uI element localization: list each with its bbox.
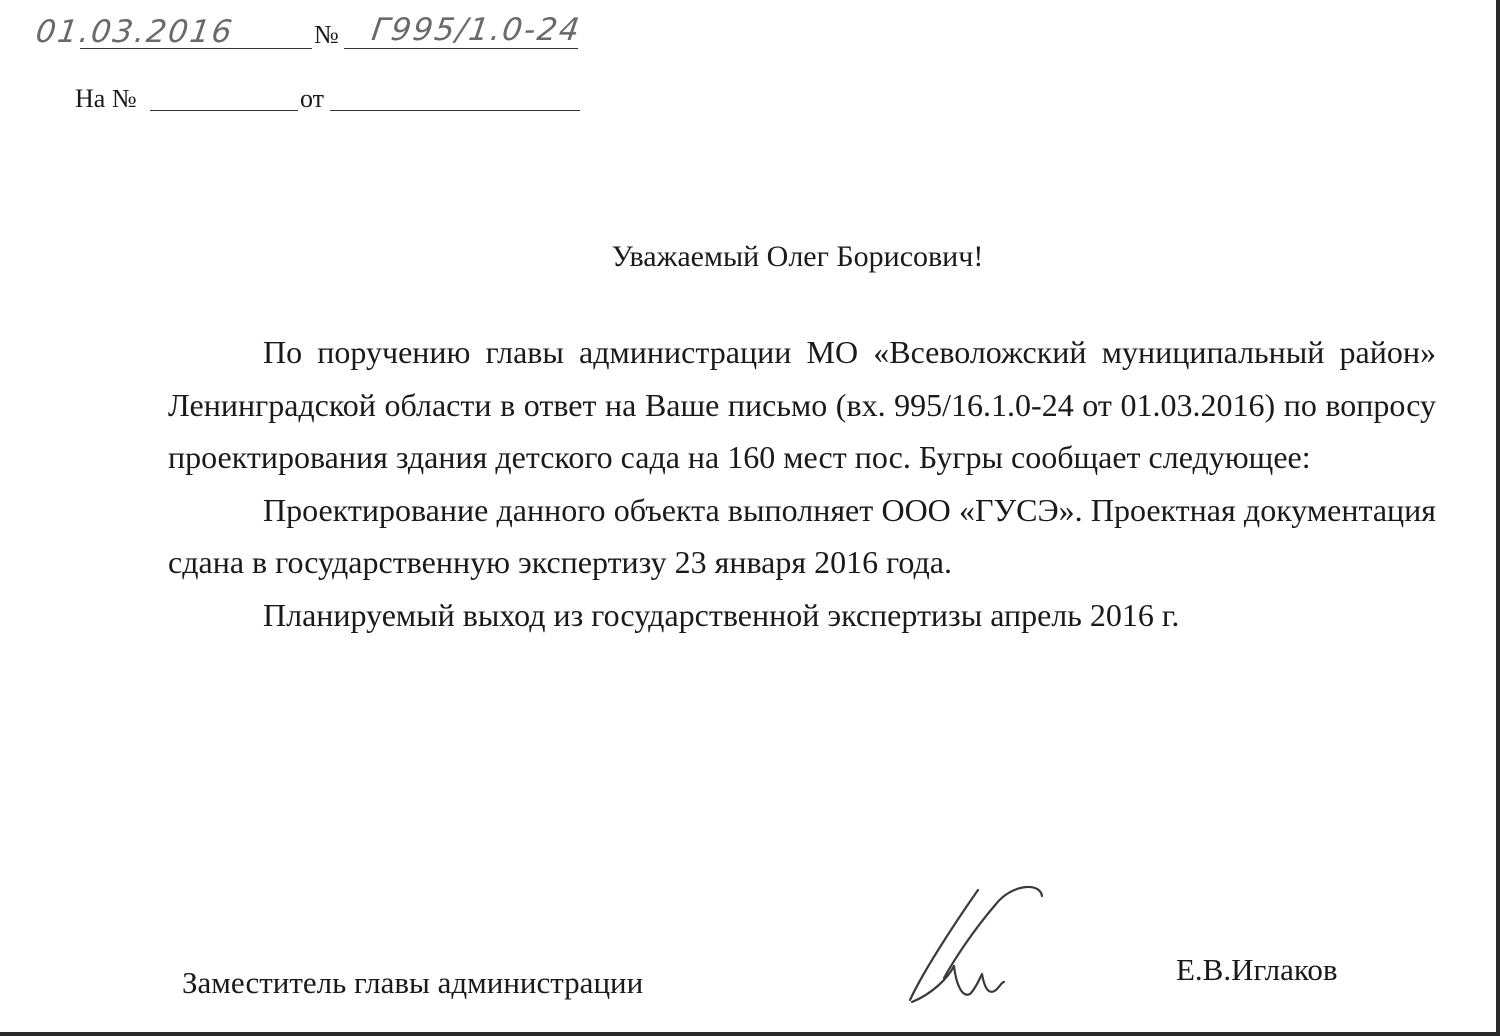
paragraph-expertise: Планируемый выход из государственной экспертизы апрель 2016 г. [263, 596, 1180, 633]
handwritten-date: 01.03.2016 [33, 14, 237, 50]
number-sign: № [314, 20, 339, 49]
number-line [344, 48, 578, 49]
reply-from-label: от [300, 84, 325, 113]
date-line [80, 48, 312, 49]
handwritten-number: Г995/1.0-24 [369, 12, 584, 48]
reply-label: На № [75, 84, 137, 113]
signatory-title: Заместитель главы администрации [182, 965, 644, 1000]
letter-body [168, 326, 1436, 641]
reply-number-line [150, 110, 298, 111]
signatory-name: Е.В.Иглаков [1176, 952, 1338, 987]
paragraph-request: По поручению главы администрации МО «Всеволожский муниципальный район» Ленинградской области в ответ на Ваше письмо (вх. 995/16.1.0-24 от 01.03.2016) по вопросу проектирования здания детского сада на 160 мест пос. Бугры сообщает следующее: [168, 334, 1436, 475]
paragraph-design: Проектирование данного объекта выполняет ООО «ГУСЭ». Проектная документация сдана в государственную экспертизу 23 января 2016 года. [168, 491, 1436, 580]
reply-date-line [330, 110, 580, 111]
salutation: Уважаемый Олег Борисович! [611, 240, 984, 273]
handwritten-signature [892, 882, 1052, 1012]
